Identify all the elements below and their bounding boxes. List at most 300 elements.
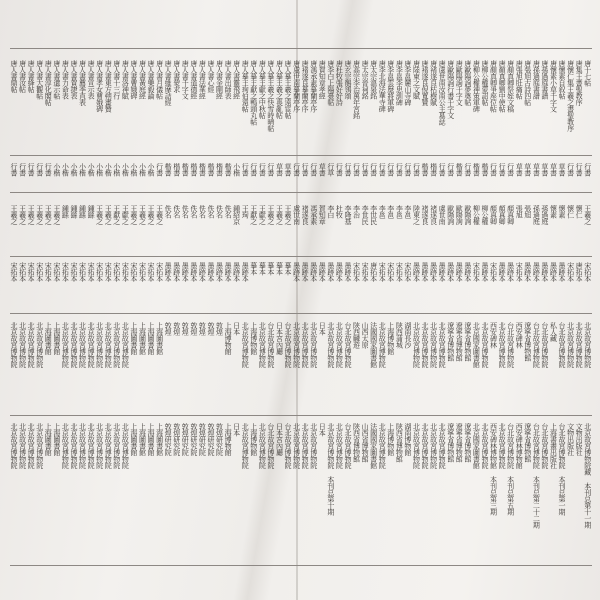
table-cell: 鍾繇 bbox=[61, 205, 70, 218]
table-cell: 台北故宮博物院 本刊总第五期 bbox=[506, 423, 515, 515]
table-cell: 唐人書薦季直表 bbox=[78, 60, 87, 106]
table-cell: 日本 bbox=[318, 322, 327, 335]
table-cell: 湖南博物館 bbox=[403, 423, 412, 456]
table-cell: 唐人書維摩詰經 bbox=[164, 60, 173, 106]
table-cell: 小楷 bbox=[112, 163, 121, 176]
table-cell: 佚名 bbox=[189, 205, 198, 218]
table-cell: 上海圖書館 bbox=[147, 423, 155, 456]
table-cell: 唐太宗溫泉銘 bbox=[369, 60, 378, 99]
table-cell: 李邕 bbox=[386, 205, 395, 218]
table-cell: 北京故宮博物院 bbox=[18, 423, 27, 469]
table-cell: 北京故宮博物院 bbox=[78, 423, 87, 469]
table-cell: 台北故宮博物院 bbox=[540, 322, 549, 368]
table-cell: 佚名 bbox=[164, 205, 173, 218]
table-cell: 李世民 bbox=[369, 205, 378, 225]
table-cell: 北京故宮博物院 bbox=[301, 322, 310, 368]
table-cell: 賀知章 bbox=[318, 205, 327, 225]
table-cell: 北京故宮博物院 bbox=[258, 322, 267, 368]
table-cell: 墨跡本 bbox=[343, 262, 352, 282]
table-cell: 北京故宮博物院 bbox=[421, 423, 429, 469]
table-cell: 宋拓本 bbox=[566, 262, 575, 282]
table-cell: 上海圖書館 bbox=[147, 322, 155, 355]
table-cell: 行書 bbox=[266, 163, 275, 176]
table-cell: 上海博物館 bbox=[249, 322, 258, 355]
table-cell: 唐人書出師表 bbox=[224, 60, 233, 99]
table-cell: 唐玄宗鶺鴒頌 bbox=[343, 60, 352, 99]
table-cell: 北京故宮博物院 bbox=[112, 322, 121, 368]
table-cell: 唐人書汝帖 bbox=[18, 60, 27, 93]
table-cell: 唐拓本 bbox=[369, 262, 378, 282]
table-cell: 楷書 bbox=[198, 163, 207, 176]
table-cell: 唐虞世南摹蘭亭序 bbox=[292, 60, 301, 112]
table-cell: 唐人書賀捷表 bbox=[69, 60, 78, 99]
table-cell: 唐人書曹娥碑 bbox=[129, 60, 138, 99]
table-cell: 山西省博物館 bbox=[361, 423, 370, 462]
table-cell: 墨跡本 bbox=[540, 262, 549, 282]
table-cell: 宋拓本 bbox=[18, 262, 27, 282]
table-cell: 陝西省博物館 bbox=[395, 423, 404, 462]
table-cell: 馮承素 bbox=[309, 205, 318, 225]
table-cell: 北京故宮博物院 bbox=[121, 322, 130, 368]
table-cell: 台北故宮博物院 bbox=[506, 322, 515, 368]
table-rule bbox=[10, 155, 592, 156]
table-cell: 宋拓本 bbox=[403, 262, 412, 282]
table-cell: 墨跡本 bbox=[532, 262, 541, 282]
table-cell: 墨跡本 bbox=[549, 262, 558, 282]
table-cell: 遼寧省博物館 bbox=[455, 322, 464, 361]
table-cell: 鍾繇 bbox=[69, 205, 78, 218]
table-cell: 草書 bbox=[549, 163, 558, 176]
table-cell: 宋拓本 bbox=[361, 262, 370, 282]
table-cell: 北京故宮博物院 bbox=[438, 322, 447, 368]
table-cell: 宋拓本 bbox=[386, 262, 395, 282]
table-cell: 鍾繇 bbox=[78, 205, 87, 218]
table-cell: 小楷 bbox=[78, 163, 87, 176]
table-cell: 摹本 bbox=[275, 262, 284, 275]
table-cell: 上海博物館 bbox=[249, 423, 258, 456]
table-cell: 楷書 bbox=[206, 163, 215, 176]
table-cell: 小楷 bbox=[232, 163, 241, 176]
table-cell: 北京故宮博物院 bbox=[27, 423, 36, 469]
table-rule bbox=[10, 415, 592, 416]
table-cell: 唐人摹王羲之喪亂帖 bbox=[275, 60, 284, 119]
table-cell: 李邕 bbox=[403, 205, 412, 218]
table-cell: 王羲之 bbox=[266, 205, 275, 225]
table-cell: 墨跡本 bbox=[523, 262, 532, 282]
table-cell: 北京故宮博物院 bbox=[87, 423, 96, 469]
table-cell: 山西太原 bbox=[361, 322, 370, 348]
table-cell: 墨跡本 bbox=[198, 262, 207, 282]
table-cell: 王羲之 bbox=[35, 205, 44, 225]
table-cell: 行書 bbox=[292, 163, 301, 176]
table-cell: 小楷 bbox=[104, 163, 113, 176]
table-cell: 草書 bbox=[540, 163, 549, 176]
table-cell: 李隆基 bbox=[343, 205, 352, 225]
table-cell: 懷素 bbox=[549, 205, 558, 218]
table-cell: 顏真卿 bbox=[489, 205, 498, 225]
table-cell: 北京故宮博物院 bbox=[498, 322, 507, 368]
table-cell: 行草 bbox=[326, 163, 335, 176]
edition-row bbox=[10, 262, 592, 312]
table-cell: 北京故宮博物院 bbox=[10, 322, 18, 368]
table-cell: 唐懷素小草千字文 bbox=[549, 60, 558, 112]
table-cell: 孫過庭 bbox=[540, 205, 549, 225]
table-cell: 行書 bbox=[489, 163, 498, 176]
table-cell: 墨跡本 bbox=[189, 262, 198, 282]
table-cell: 北京故宮博物院 bbox=[326, 322, 335, 368]
table-cell: 唐顏真卿劉中使帖 bbox=[498, 60, 507, 112]
table-cell: 行書 bbox=[155, 163, 164, 176]
table-cell: 唐人書道德經 bbox=[189, 60, 198, 99]
table-cell: 敦煌 bbox=[198, 322, 207, 335]
table-cell: 遼寧省博物館 bbox=[446, 423, 455, 462]
table-cell: 唐高宗李治萬年宮銘 bbox=[352, 60, 361, 119]
table-cell: 行書 bbox=[343, 163, 352, 176]
table-cell: 宋拓本 bbox=[395, 262, 404, 282]
table-cell: 行書 bbox=[27, 163, 36, 176]
table-cell: 唐褚遂良摹蘭亭序 bbox=[301, 60, 310, 112]
table-cell: 唐人書十三行 bbox=[112, 60, 121, 99]
table-cell: 懷仁 bbox=[575, 205, 584, 218]
table-cell: 北京故宮博物院 bbox=[95, 322, 104, 368]
table-cell: 宋拓本 bbox=[112, 262, 121, 282]
table-cell: 墨跡本 bbox=[326, 262, 335, 282]
table-cell: 北京故宮博物院 bbox=[335, 322, 344, 368]
table-cell: 行書 bbox=[352, 163, 361, 176]
table-cell: 上海圖書館 bbox=[129, 322, 138, 355]
table-cell: 敦煌研究院 bbox=[164, 423, 173, 456]
table-cell: 唐人書千字文 bbox=[181, 60, 190, 99]
table-cell: 草書 bbox=[515, 163, 524, 176]
table-cell: 楷書 bbox=[472, 163, 481, 176]
table-cell: 北京故宮博物院 bbox=[412, 423, 421, 469]
table-cell: 草書 bbox=[532, 163, 541, 176]
table-cell: 墨跡本 bbox=[335, 262, 344, 282]
table-rule bbox=[10, 313, 592, 314]
table-cell: 行書 bbox=[583, 163, 592, 176]
table-cell: 行書 bbox=[18, 163, 27, 176]
table-cell: 陝西麟遊 bbox=[352, 322, 361, 348]
table-cell: 墨跡本 bbox=[558, 262, 566, 282]
table-cell: 唐人摹王羲之遠宦帖 bbox=[284, 60, 292, 119]
table-cell: 唐人書蒙求 bbox=[172, 60, 181, 93]
table-cell: 摹本 bbox=[284, 262, 292, 275]
table-cell: 台北故宮博物院 bbox=[540, 423, 549, 469]
table-cell: 唐褚遂良倪寬贊 bbox=[421, 60, 429, 106]
table-cell: 宋拓本 bbox=[138, 262, 147, 282]
table-cell: 上海圖書館 bbox=[155, 322, 164, 355]
table-cell: 宋拓本 bbox=[352, 262, 361, 282]
table-cell: 唐人書靈飛經 bbox=[232, 60, 241, 99]
table-cell: 唐人書黃庭經 bbox=[138, 60, 147, 99]
table-cell: 唐杜牧張好好詩 bbox=[335, 60, 344, 106]
table-cell: 法國國家圖書館 bbox=[369, 423, 378, 469]
table-rule bbox=[10, 48, 592, 49]
table-cell: 遼寧省博物館 bbox=[455, 423, 464, 462]
table-cell: 法國國家圖書館 bbox=[369, 322, 378, 368]
table-cell: 行書 bbox=[438, 163, 447, 176]
table-cell: 宋拓本 bbox=[147, 262, 155, 282]
table-cell: 宋拓本 bbox=[378, 262, 387, 282]
table-cell: 宋拓本 bbox=[489, 262, 498, 282]
table-cell: 北京故宮博物院 bbox=[258, 423, 267, 469]
table-cell: 墨跡本 bbox=[215, 262, 224, 282]
table-cell: 懷仁 bbox=[566, 205, 575, 218]
table-cell: 墨跡本 bbox=[309, 262, 318, 282]
table-cell: 楷書 bbox=[224, 163, 233, 176]
table-cell: 墨跡本 bbox=[429, 262, 438, 282]
table-cell: 敦煌研究院 bbox=[198, 423, 207, 456]
table-rule bbox=[10, 565, 592, 566]
table-cell: 陝西蒲城 bbox=[395, 322, 404, 348]
table-cell: 李白 bbox=[326, 205, 335, 218]
table-cell: 唐懷素自叙帖 bbox=[558, 60, 566, 99]
table-cell: 王羲之 bbox=[95, 205, 104, 225]
table-cell: 草書 bbox=[318, 163, 327, 176]
table-cell: 遼寧省博物館 bbox=[523, 322, 532, 361]
table-cell: 唐柳公權蒙詔帖 bbox=[480, 60, 489, 106]
table-cell: 北京故宮博物院 bbox=[35, 423, 44, 469]
table-cell: 行書 bbox=[258, 163, 267, 176]
table-cell: 敦煌 bbox=[206, 322, 215, 335]
table-cell: 墨跡本 bbox=[412, 262, 421, 282]
table-cell: 王羲之 bbox=[155, 205, 164, 225]
table-cell: 杜牧 bbox=[335, 205, 344, 218]
table-cell: 唐人書東方朔畫贊 bbox=[104, 60, 113, 112]
table-cell: 唐張旭古詩四帖 bbox=[523, 60, 532, 106]
table-cell: 李治 bbox=[352, 205, 361, 218]
table-cell: 行書 bbox=[463, 163, 472, 176]
table-cell: 宋拓本 bbox=[44, 262, 53, 282]
table-cell: 行書 bbox=[361, 163, 370, 176]
table-cell: 北京故宮博物院 bbox=[69, 322, 78, 368]
table-cell: 顏真卿 bbox=[506, 205, 515, 225]
table-cell: 上海博物館 bbox=[386, 322, 395, 355]
table-cell: 上海圖書館 bbox=[138, 322, 147, 355]
table-cell: 墨跡本 bbox=[172, 262, 181, 282]
table-cell: 宋拓本 bbox=[129, 262, 138, 282]
table-cell: 佚名 bbox=[215, 205, 224, 218]
table-cell: 上海書畫出版社 bbox=[549, 423, 558, 469]
table-cell: 宋拓本 bbox=[27, 262, 36, 282]
table-cell: 行書 bbox=[566, 163, 575, 176]
table-cell: 上海博物館 bbox=[224, 322, 233, 355]
table-cell: 墨跡本 bbox=[455, 262, 464, 282]
table-cell: 行書 bbox=[335, 163, 344, 176]
table-cell: 台北故宮博物院 bbox=[558, 322, 566, 368]
table-cell: 顏真卿 bbox=[498, 205, 507, 225]
table-cell: 北京故宮博物院藏 本刊总第十一期 bbox=[583, 423, 592, 528]
table-cell: 北京故宮博物院 bbox=[10, 423, 18, 469]
table-cell: 宋拓本 bbox=[10, 262, 18, 282]
table-cell: 墨跡本 bbox=[206, 262, 215, 282]
table-cell: 北京故宮博物院 bbox=[378, 423, 387, 469]
table-cell: 唐太宗晉祠銘 bbox=[361, 60, 370, 99]
table-cell: 墨跡本 bbox=[506, 262, 515, 282]
table-cell: 墨跡本 bbox=[438, 262, 447, 282]
table-cell: 墨跡本 bbox=[421, 262, 429, 282]
table-cell: 北京故宮博物院 bbox=[35, 322, 44, 368]
table-cell: 上海博物館 bbox=[224, 423, 233, 456]
table-cell: 行書 bbox=[309, 163, 318, 176]
table-cell: 遼寧省博物館 bbox=[523, 423, 532, 462]
table-cell: 上海圖書館 bbox=[52, 322, 61, 355]
table-cell: 王羲之 bbox=[129, 205, 138, 225]
table-cell: 楷書 bbox=[164, 163, 173, 176]
table-cell: 王獻之 bbox=[112, 205, 121, 225]
table-cell: 王獻之 bbox=[249, 205, 258, 225]
table-cell: 唐歐陽詢千字文 bbox=[455, 60, 464, 106]
table-cell: 王羲之 bbox=[275, 205, 284, 225]
table-cell: 李邕 bbox=[378, 205, 387, 218]
table-cell: 王羲之 bbox=[44, 205, 53, 225]
title-row bbox=[10, 60, 592, 138]
table-cell: 褚遂良 bbox=[421, 205, 429, 225]
table-cell: 上海博物館 bbox=[386, 423, 395, 456]
table-cell: 摹本 bbox=[249, 262, 258, 275]
table-cell: 墨跡本 bbox=[232, 262, 241, 282]
table-cell: 行書 bbox=[10, 163, 18, 176]
table-cell: 唐張旭肚痛帖 bbox=[515, 60, 524, 99]
table-cell: 唐馮承素摹蘭亭序 bbox=[309, 60, 318, 112]
table-cell: 西安碑林博物館 本刊总第三期 bbox=[489, 423, 498, 515]
table-cell: 陝西省博物館 bbox=[352, 423, 361, 462]
table-cell: 唐李北海法華寺碑 bbox=[378, 60, 387, 112]
table-cell: 小楷 bbox=[95, 163, 104, 176]
table-rule bbox=[10, 256, 592, 257]
table-cell: 北京故宮博物院 bbox=[78, 322, 87, 368]
table-cell: 日本 bbox=[232, 423, 241, 436]
table-cell: 台北故宮博物院 bbox=[343, 423, 352, 469]
table-cell: 敦煌研究院 bbox=[215, 423, 224, 456]
table-cell: 唐集王書聖教序 bbox=[575, 60, 584, 106]
table-cell: 行書 bbox=[395, 163, 404, 176]
table-cell: 遼寧省博物館 bbox=[446, 322, 455, 361]
table-cell: 唐人書淳化閣帖 bbox=[44, 60, 53, 106]
table-cell: 墨跡本 bbox=[224, 262, 233, 282]
table-cell: 北京故宮博物院 bbox=[61, 423, 70, 469]
table-cell: 北京故宮博物院 bbox=[566, 322, 575, 368]
table-cell: 王羲之 bbox=[10, 205, 18, 225]
table-cell: 行書 bbox=[403, 163, 412, 176]
table-cell: 鍾紹京 bbox=[232, 205, 241, 225]
table-cell: 宋拓本 bbox=[52, 262, 61, 282]
table-cell: 柳公權 bbox=[472, 205, 481, 225]
table-cell: 楷書 bbox=[455, 163, 464, 176]
table-cell: 北京故宮博物院 bbox=[583, 322, 592, 368]
table-cell: 北京國家圖書館 bbox=[472, 322, 481, 368]
table-cell: 敦煌 bbox=[172, 322, 181, 335]
table-cell: 唐十七帖 bbox=[583, 60, 592, 86]
table-cell: 行書 bbox=[35, 163, 44, 176]
table-cell: 行書 bbox=[369, 163, 378, 176]
table-cell: 宋拓本 bbox=[472, 262, 481, 282]
table-cell: 上海圖書館 bbox=[129, 423, 138, 456]
table-cell: 台北故宮博物院 bbox=[284, 322, 292, 368]
table-cell: 敦煌研究院 bbox=[172, 423, 181, 456]
table-cell: 北京故宮博物院 bbox=[438, 423, 447, 469]
table-cell: 西安碑林博物館 bbox=[515, 423, 524, 469]
table-cell: 唐人書孝女曹娥碑 bbox=[95, 60, 104, 112]
table-cell: 宋拓本 bbox=[35, 262, 44, 282]
table-cell: 王羲之 bbox=[18, 205, 27, 225]
table-cell: 小楷 bbox=[138, 163, 147, 176]
table-cell: 唐人書力命表 bbox=[61, 60, 70, 99]
table-cell: 台北故宮博物院 bbox=[266, 423, 275, 469]
table-cell: 私人藏 bbox=[549, 322, 558, 342]
table-cell: 文物出版社 bbox=[575, 423, 584, 456]
table-cell: 敦煌 bbox=[215, 322, 224, 335]
table-cell: 草書 bbox=[523, 163, 532, 176]
table-cell: 王珣 bbox=[241, 205, 250, 218]
table-cell: 王羲之 bbox=[284, 205, 292, 225]
table-cell: 北京故宮博物院 bbox=[112, 423, 121, 469]
table-cell: 北京故宮博物院 bbox=[95, 423, 104, 469]
table-cell: 敦煌 bbox=[181, 322, 190, 335]
table-cell: 唐歐陽詢行書千字文 bbox=[446, 60, 455, 119]
script-type-row bbox=[10, 163, 592, 187]
table-cell: 唐人書鼎帖 bbox=[10, 60, 18, 93]
author-row bbox=[10, 205, 592, 239]
table-cell: 王獻之 bbox=[121, 205, 130, 225]
table-cell: 台北故宮博物院 bbox=[532, 322, 541, 368]
table-cell: 北京故宮博物院 bbox=[421, 322, 429, 368]
table-cell: 北京故宮博物院 本刊总第十期 bbox=[326, 423, 335, 515]
table-cell: 小楷 bbox=[87, 163, 96, 176]
table-cell: 台北故宮博物院 bbox=[343, 322, 352, 368]
table-cell: 草書 bbox=[558, 163, 566, 176]
table-cell: 墨跡本 bbox=[446, 262, 455, 282]
table-cell: 北京故宮博物院 bbox=[87, 322, 96, 368]
table-cell: 敦煌研究院 bbox=[189, 423, 198, 456]
table-cell: 上海圖書館 bbox=[155, 423, 164, 456]
table-cell: 陸柬之 bbox=[412, 205, 421, 225]
table-cell: 唐人摹王羲之快雪時晴帖 bbox=[266, 60, 275, 132]
table-cell: 佚名 bbox=[172, 205, 181, 218]
table-cell: 摹本 bbox=[266, 262, 275, 275]
table-cell: 北京故宮博物院 bbox=[292, 322, 301, 368]
table-cell: 北京故宮博物院 bbox=[498, 423, 507, 469]
table-cell: 小楷 bbox=[52, 163, 61, 176]
table-cell: 北京故宮博物院 bbox=[61, 322, 70, 368]
table-cell: 唐孫過庭書譜 bbox=[532, 60, 541, 99]
table-cell: 小楷 bbox=[121, 163, 130, 176]
table-cell: 日本 bbox=[232, 322, 241, 335]
table-cell: 鍾繇 bbox=[87, 205, 96, 218]
table-cell: 唐人書法華經 bbox=[198, 60, 207, 99]
table-cell: 宋拓本 bbox=[121, 262, 130, 282]
table-cell: 日本 bbox=[318, 423, 327, 436]
table-cell: 唐李邕麓山寺碑 bbox=[403, 60, 412, 106]
table-cell: 唐人書心經 bbox=[206, 60, 215, 93]
table-cell: 楷書 bbox=[189, 163, 198, 176]
table-cell: 楷書 bbox=[181, 163, 190, 176]
table-cell: 墨跡本 bbox=[292, 262, 301, 282]
table-cell: 行書 bbox=[575, 163, 584, 176]
table-cell: 湖南長沙 bbox=[403, 322, 412, 348]
table-cell: 行書 bbox=[386, 163, 395, 176]
table-cell: 宋拓本 bbox=[87, 262, 96, 282]
table-cell: 遼寧省博物館 bbox=[463, 322, 472, 361]
table-cell: 唐人書大觀帖 bbox=[35, 60, 44, 99]
table-cell: 唐人書洛神賦 bbox=[121, 60, 130, 99]
table-cell: 褚遂良 bbox=[301, 205, 310, 225]
table-cell: 墨跡本 bbox=[164, 262, 173, 282]
table-cell: 北京故宮博物院 bbox=[104, 423, 113, 469]
table-cell: 台北故宮博物院 本刊总第一期 bbox=[558, 423, 566, 515]
table-cell: 宋拓本 bbox=[515, 262, 524, 282]
table-cell: 王羲之 bbox=[52, 205, 61, 225]
